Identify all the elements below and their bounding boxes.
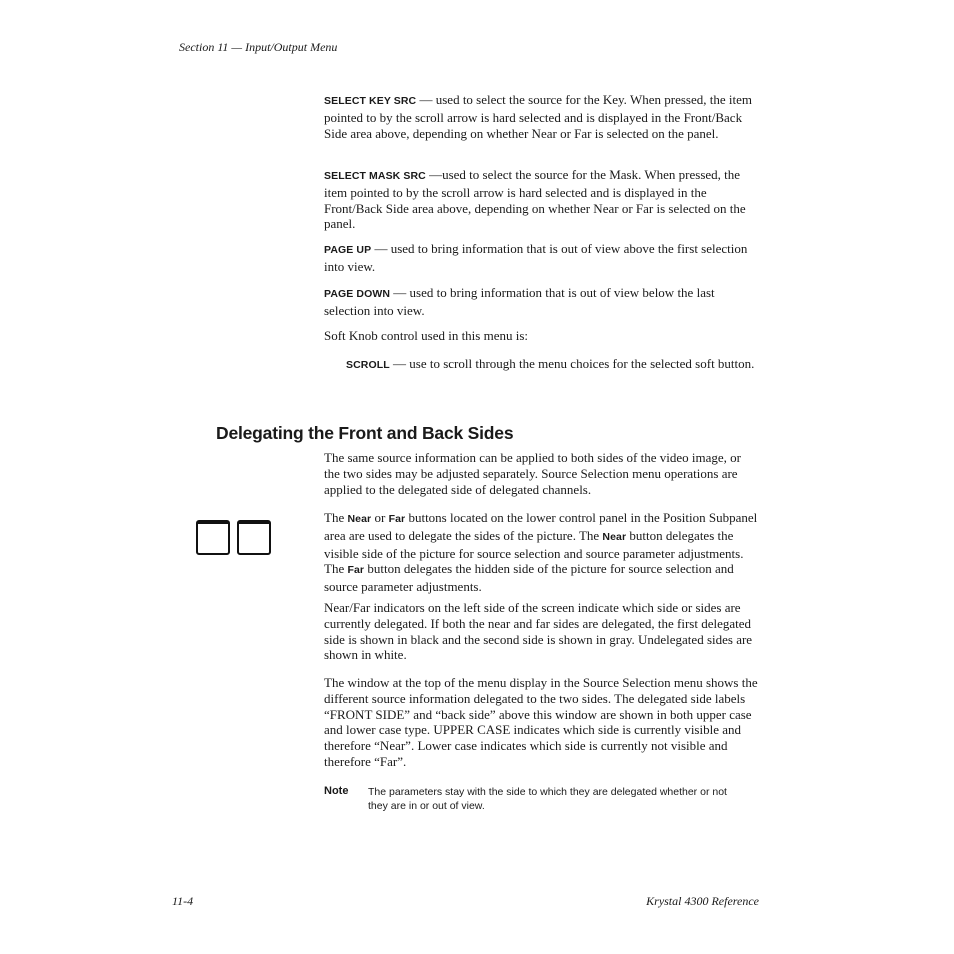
section-para-3: Near/Far indicators on the left side of the screen indicate which side or sides are currently delegated. If both the near and far sides are delegated, the first delegated side is shown in black and the second side is shown in gray. Undelegated sides are shown in white. <box>324 600 753 663</box>
select-key-src-label: SELECT KEY SRC <box>324 95 417 107</box>
page-header: Section 11 — Input/Output Menu <box>179 40 338 54</box>
para2-text-3: buttons located on the lower control panel in the Position Subpanel area are used to delegate the sides of the picture. The <box>324 510 758 543</box>
select-mask-src-text: —used to select the source for the Mask. When pressed, the item pointed to by the scroll arrow is hard selected and is displayed in the Front/Back Side area above, depending on whether Near or Far is selected on the panel. <box>324 167 746 232</box>
note-text: The parameters stay with the side to which they are delegated whether or not they are in or out of view. <box>368 786 727 812</box>
item-select-key-src <box>324 92 760 141</box>
section-para-1: The same source information can be applied to both sides of the video image, or the two sides may be adjusted separately. Source Selection menu operations are applied to the delegated side of delegated channels. <box>324 450 741 497</box>
page-up-label: PAGE UP <box>324 244 372 256</box>
far-button-icon <box>237 520 271 555</box>
select-key-src-text: — used to select the source for the Key. When pressed, the item pointed to by the scroll arrow is hard selected and is displayed in the Front/Back Side area above, depending on whether Near or Far is selected on the panel. <box>324 92 752 141</box>
page-down-text: — used to bring information that is out of view below the last selection into view. <box>324 285 715 318</box>
para2-text-2: or <box>371 510 389 525</box>
para2-text-5: button delegates the hidden side of the picture for source selection and source parameter adjustments. <box>324 561 734 595</box>
scroll-label: SCROLL <box>346 359 390 371</box>
item-select-mask-src <box>324 167 760 232</box>
item-page-down <box>324 285 760 319</box>
select-mask-src-label: SELECT MASK SRC <box>324 170 426 182</box>
soft-knob-intro: Soft Knob control used in this menu is: <box>324 328 529 343</box>
section-heading: Delegating the Front and Back Sides <box>216 423 514 443</box>
near-keyword: Near <box>347 513 372 525</box>
footer-title: Krystal 4300 Reference <box>646 894 759 908</box>
page-number: 11-4 <box>172 894 194 908</box>
item-page-up <box>324 241 760 275</box>
page-up-text: — used to bring information that is out of view above the first selection into view. <box>324 241 748 274</box>
near-button-icon <box>196 520 230 555</box>
page-down-label: PAGE DOWN <box>324 288 391 300</box>
para2-text-4: button delegates the visible side of the picture for source selection and source parameter adjustments. The <box>324 527 744 577</box>
para2-text-1: The <box>324 510 348 525</box>
section-para-4: The window at the top of the menu display in the Source Selection menu shows the different source information delegated to the two sides. The delegated side labels “FRONT SIDE” and “back side” above this window are shown in both upper case and lower case type. UPPER CASE indicates which side is currently visible and therefore “Near”. Lower case indicates which side is currently not visible and therefore “Far”. <box>324 675 758 769</box>
near-keyword-2: Near <box>602 530 627 543</box>
far-keyword-2: Far <box>347 564 365 577</box>
note-label: Note <box>324 785 349 797</box>
section-para-2 <box>324 510 760 595</box>
scroll-text: — use to scroll through the menu choices for the selected soft button. <box>389 356 755 371</box>
item-scroll <box>346 356 760 374</box>
far-keyword: Far <box>388 513 406 525</box>
